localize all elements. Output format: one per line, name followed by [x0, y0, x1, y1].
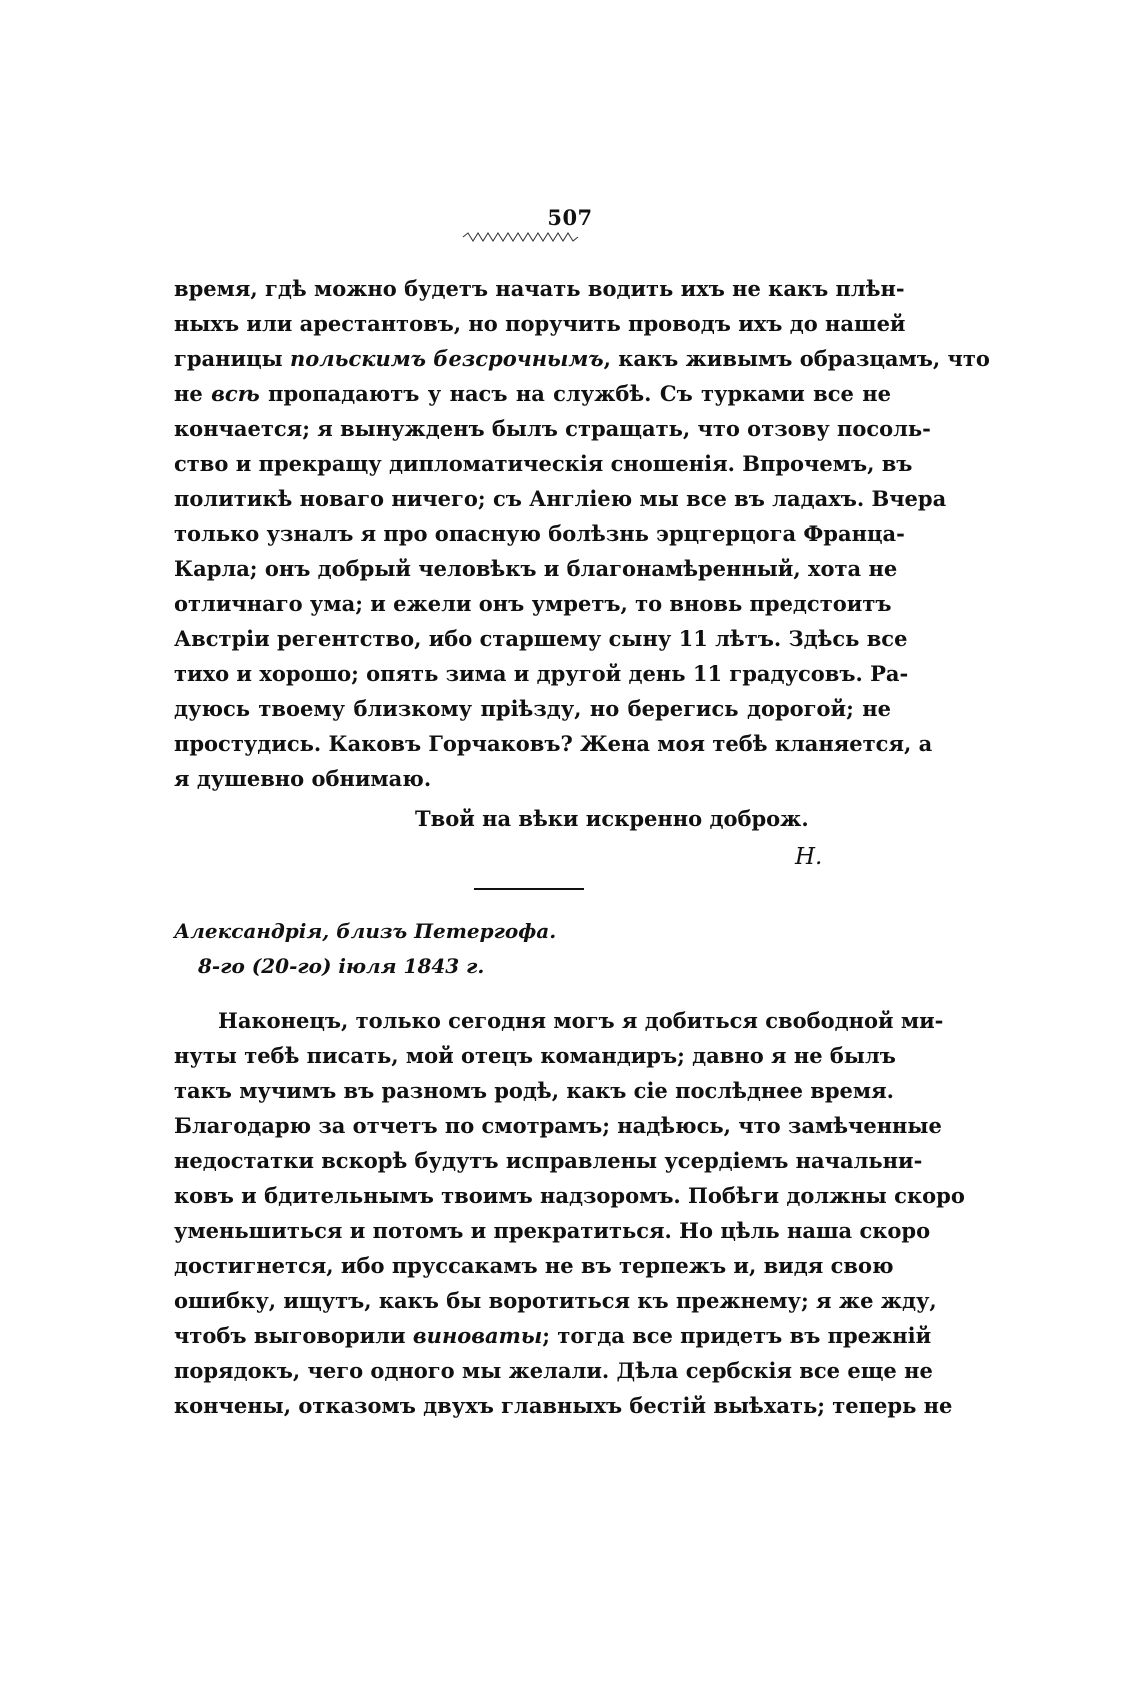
letter1-line [174, 586, 891, 621]
letter-2-body [174, 1003, 965, 1423]
text-segment: дуюсь твоему близкому пріѣзду, но берегись дорогой; не [174, 696, 891, 721]
page-number-ornament [463, 232, 583, 242]
emphasized-text: всѣ [211, 381, 260, 406]
text-segment: тихо и хорошо; опять зима и другой день 11 градусовъ. Ра- [174, 661, 909, 686]
section-divider [474, 888, 584, 890]
letter1-line [174, 481, 947, 516]
emphasized-text: виноваты [412, 1323, 543, 1348]
text-segment: кончены, отказомъ двухъ главныхъ бестій выѣхать; теперь не [174, 1393, 953, 1418]
text-segment: пропадаютъ у насъ на службѣ. Съ турками все не [259, 381, 891, 406]
text-segment: только узналъ я про опасную болѣзнь эрцгерцога Франца- [174, 521, 905, 546]
text-segment: ство и прекращу дипломатическія сношенія. Впрочемъ, въ [174, 451, 913, 476]
letter1-line [174, 411, 931, 446]
text-segment: уменьшиться и потомъ и прекратиться. Но цѣль наша скоро [174, 1218, 931, 1243]
text-segment: недостатки вскорѣ будутъ исправлены усердіемъ начальни- [174, 1148, 923, 1173]
letter1-line [174, 341, 990, 376]
letter-2-place: Александрія, близъ Петергофа. [174, 919, 557, 943]
text-segment: политикѣ новаго ничего; съ Англіею мы все въ ладахъ. Вчера [174, 486, 947, 511]
text-segment: кончается; я вынужденъ былъ стращать, что отзову посоль- [174, 416, 931, 441]
text-segment: не [174, 381, 212, 406]
letter2-line [174, 1143, 923, 1178]
letter-1-body [174, 271, 990, 796]
letter1-line [174, 306, 906, 341]
letter2-line [174, 1248, 894, 1283]
text-segment: нуты тебѣ писать, мой отецъ командиръ; давно я не былъ [174, 1043, 896, 1068]
letter2-line [174, 1353, 933, 1388]
text-segment: Австріи регентство, ибо старшему сыну 11 лѣтъ. Здѣсь все [174, 626, 908, 651]
letter1-line [174, 551, 898, 586]
text-segment: ; тогда все придетъ въ прежній [542, 1323, 932, 1348]
letter-1-initial: Н. [795, 844, 823, 870]
text-segment: границы [174, 346, 290, 371]
text-segment: Благодарю за отчетъ по смотрамъ; надѣюсь, что замѣченные [174, 1113, 942, 1138]
emphasized-text: польскимъ безсрочнымъ [289, 346, 604, 371]
text-segment: такъ мучимъ въ разномъ родѣ, какъ сіе послѣднее время. [174, 1078, 894, 1103]
letter2-line [174, 1073, 894, 1108]
text-segment: ошибку, ищутъ, какъ бы воротиться къ прежнему; я же жду, [174, 1288, 937, 1313]
letter1-line [174, 726, 933, 761]
letter1-line [174, 656, 909, 691]
letter2-line [174, 1388, 953, 1423]
text-segment: чтобъ выговорили [174, 1323, 413, 1348]
text-segment: Карла; онъ добрый человѣкъ и благонамѣренный, хота не [174, 556, 898, 581]
text-segment: ныхъ или арестантовъ, но поручить проводъ ихъ до нашей [174, 311, 906, 336]
text-segment: Наконецъ, только сегодня могъ я добиться свободной ми- [218, 1008, 944, 1033]
letter2-line [174, 1108, 942, 1143]
letter2-line [174, 1283, 937, 1318]
letter1-line [174, 621, 908, 656]
letter-1-signature: Твой на вѣки искренно доброж. [415, 806, 809, 831]
text-segment: я душевно обнимаю. [174, 766, 432, 791]
letter1-line [174, 761, 891, 796]
letter1-line [174, 516, 905, 551]
page-number: 507 [547, 205, 593, 230]
text-segment: время, гдѣ можно будетъ начать водить ихъ не какъ плѣн- [174, 276, 905, 301]
letter-2-date: 8-го (20-го) іюля 1843 г. [198, 954, 485, 978]
letter2-line [174, 1038, 896, 1073]
letter2-line [174, 1213, 931, 1248]
letter1-line [174, 376, 891, 411]
letter2-line [174, 1003, 944, 1038]
text-segment: отличнаго ума; и ежели онъ умретъ, то вновь предстоитъ [174, 591, 892, 616]
text-segment: ковъ и бдительнымъ твоимъ надзоромъ. Побѣги должны скоро [174, 1183, 965, 1208]
letter1-line [174, 446, 913, 481]
text-segment: порядокъ, чего одного мы желали. Дѣла сербскія все еще не [174, 1358, 933, 1383]
text-segment: простудись. Каковъ Горчаковъ? Жена моя тебѣ кланяется, а [174, 731, 933, 756]
letter2-line [174, 1178, 965, 1213]
text-segment: , какъ живымъ образцамъ, что [603, 346, 990, 371]
text-segment: достигнется, ибо пруссакамъ не въ терпежъ и, видя свою [174, 1253, 894, 1278]
letter1-line [174, 691, 891, 726]
letter2-line [174, 1318, 932, 1353]
letter1-line [174, 271, 905, 306]
